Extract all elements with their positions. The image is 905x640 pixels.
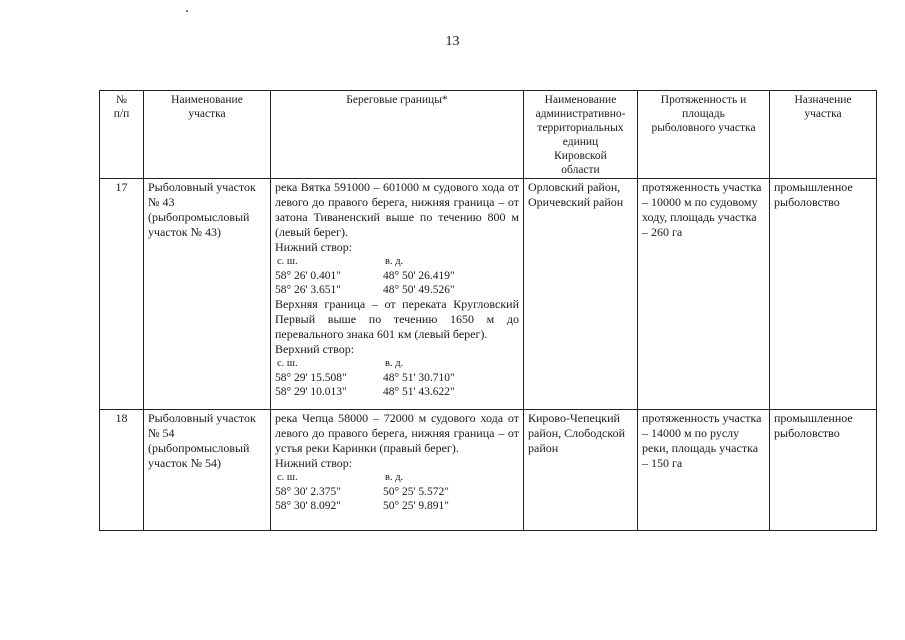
row-districts: Орловский район, Оричевский район — [524, 179, 638, 410]
coord-lat: 58° 30' 8.092" — [275, 500, 341, 512]
table-row — [100, 410, 877, 531]
coord-lon: 48° 50' 26.419" — [383, 270, 455, 282]
lower-boundary-text: река Чепца 58000 – 72000 м судового хода от левого до правого берега, нижняя граница – от устья реки Каринки (правый берег). — [275, 411, 519, 455]
row-extent: протяженность участка – 10000 м по судовому ходу, площадь участка – 260 га — [638, 179, 770, 410]
header-districts: Наименование административно- территориальных единиц Кировской области — [524, 91, 638, 179]
lat-label: с. ш. — [277, 358, 298, 369]
coord-lon: 48° 51' 30.710" — [383, 372, 455, 384]
row-num: 18 — [100, 410, 144, 531]
row-purpose: промышленное рыболовство — [770, 410, 877, 531]
coord-lon: 48° 50' 49.526" — [383, 284, 455, 296]
lower-gate-label: Нижний створ: — [275, 240, 353, 254]
lon-label: в. д. — [385, 358, 404, 369]
fishing-sites-table — [99, 90, 877, 531]
coord-lon: 48° 51' 43.622" — [383, 386, 455, 398]
row-extent: протяженность участка – 14000 м по руслу реки, площадь участка – 150 га — [638, 410, 770, 531]
row-districts: Кирово-Чепецкий район, Слободской район — [524, 410, 638, 531]
row-boundaries — [271, 410, 524, 531]
header-boundaries: Береговые границы* — [271, 91, 524, 179]
table-row — [100, 179, 877, 410]
row-purpose: промышленное рыболовство — [770, 179, 877, 410]
coord-lon: 50° 25' 5.572" — [383, 486, 449, 498]
coord-lat: 58° 26' 3.651" — [275, 284, 341, 296]
lon-label: в. д. — [385, 256, 404, 267]
table-header-row — [100, 91, 877, 179]
upper-gate-label: Верхний створ: — [275, 342, 355, 356]
coord-lat: 58° 30' 2.375" — [275, 486, 341, 498]
upper-boundary-text: Верхняя граница – от переката Кругловский Первый выше по течению 1650 м до перевального знака 601 км (левый берег). — [275, 297, 519, 341]
lon-label: в. д. — [385, 472, 404, 483]
page-number: 13 — [445, 34, 460, 49]
coord-lat: 58° 29' 15.508" — [275, 372, 347, 384]
header-name: Наименование участка — [144, 91, 271, 179]
row-site-name: Рыболовный участок № 43 (рыбопромысловый участок № 43) — [144, 179, 271, 410]
lat-label: с. ш. — [277, 472, 298, 483]
coord-lon: 50° 25' 9.891" — [383, 500, 449, 512]
row-num: 17 — [100, 179, 144, 410]
lower-boundary-text: река Вятка 591000 – 601000 м судового хода от левого до правого берега, нижняя граница – от затона Тиваненский выше по течению 800 м (левый берег). — [275, 180, 519, 239]
header-extent: Протяженность и площадь рыболовного участка — [638, 91, 770, 179]
row-boundaries — [271, 179, 524, 410]
coord-lat: 58° 29' 10.013" — [275, 386, 347, 398]
lower-gate-coords — [275, 471, 519, 513]
header-num: № п/п — [100, 91, 144, 179]
lower-gate-label: Нижний створ: — [275, 456, 353, 470]
row-site-name: Рыболовный участок № 54 (рыбопромысловый участок № 54) — [144, 410, 271, 531]
scan-speck — [186, 10, 188, 12]
coord-lat: 58° 26' 0.401" — [275, 270, 341, 282]
lat-label: с. ш. — [277, 256, 298, 267]
header-purpose: Назначение участка — [770, 91, 877, 179]
upper-gate-coords — [275, 357, 519, 399]
lower-gate-coords — [275, 255, 519, 297]
